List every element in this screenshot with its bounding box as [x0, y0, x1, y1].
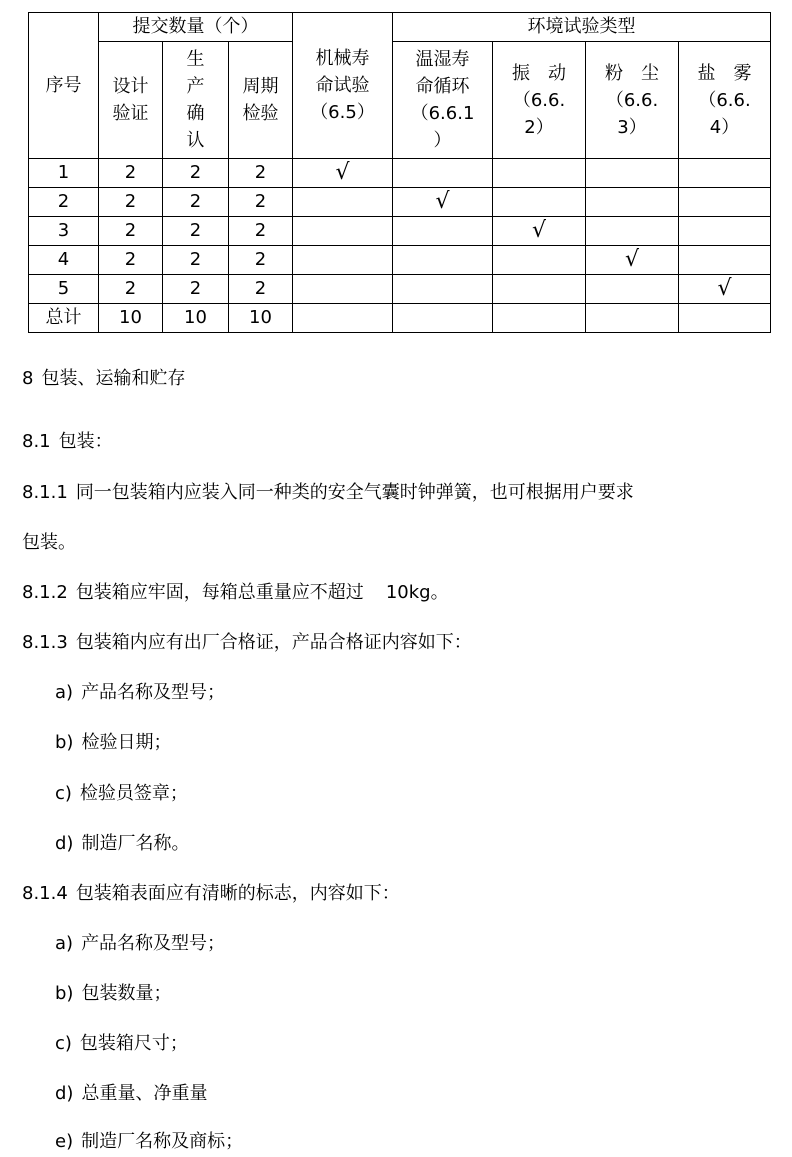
section-8-1-1: 8.1.1 同一包装箱内应装入同一种类的安全气囊时钟弹簧，也可根据用户要求	[22, 482, 634, 503]
cell-design: 2	[99, 275, 163, 304]
section-8-1-2: 8.1.2 包装箱应牢固，每箱总重量应不超过 10kg。	[22, 582, 449, 603]
header-salt-spray: 盐 雾 （6.6. 4）	[679, 42, 771, 159]
cell-seq: 2	[29, 188, 99, 217]
list-item: a) 产品名称及型号；	[55, 933, 226, 954]
cell-production: 2	[163, 159, 229, 188]
cell-seq: 1	[29, 159, 99, 188]
header-design-verify: 设计 验证	[99, 42, 163, 159]
cell-production: 2	[163, 217, 229, 246]
cell-dust-check: √	[586, 246, 679, 275]
cell-salt-check	[679, 188, 771, 217]
section-8-1-1-continued: 包装。	[22, 532, 76, 553]
cell-design: 2	[99, 159, 163, 188]
header-seq: 序号	[29, 13, 99, 159]
cell-humid-check	[393, 217, 493, 246]
cell-total-design: 10	[99, 304, 163, 333]
section-8-heading: 8 包装、运输和贮存	[22, 368, 186, 389]
list-item: d) 制造厂名称。	[55, 833, 190, 854]
header-periodic-inspect: 周期 检验	[229, 42, 293, 159]
cell-periodic: 2	[229, 275, 293, 304]
cell-salt-check	[679, 217, 771, 246]
list-item: c) 检验员签章；	[55, 783, 188, 804]
cell-vibration-check	[493, 246, 586, 275]
table-row	[29, 275, 771, 304]
cell-humid-check	[393, 159, 493, 188]
cell-empty	[679, 304, 771, 333]
list-item: e) 制造厂名称及商标；	[55, 1131, 244, 1152]
table-row	[29, 246, 771, 275]
test-quantity-table	[28, 12, 771, 333]
cell-mech-check	[293, 246, 393, 275]
cell-empty	[393, 304, 493, 333]
table-row	[29, 217, 771, 246]
cell-total-production: 10	[163, 304, 229, 333]
cell-production: 2	[163, 188, 229, 217]
cell-dust-check	[586, 275, 679, 304]
cell-empty	[586, 304, 679, 333]
cell-mech-check	[293, 217, 393, 246]
cell-salt-check	[679, 246, 771, 275]
header-dust: 粉 尘 （6.6. 3）	[586, 42, 679, 159]
header-humidity-cycle: 温湿寿 命循环 （6.6.1 ）	[393, 42, 493, 159]
section-8-1: 8.1 包装：	[22, 431, 113, 452]
cell-mech-check	[293, 188, 393, 217]
cell-humid-check	[393, 246, 493, 275]
list-item: b) 检验日期；	[55, 732, 172, 753]
header-vibration: 振 动 （6.6. 2）	[493, 42, 586, 159]
list-item: d) 总重量、净重量	[55, 1083, 208, 1104]
cell-humid-check: √	[393, 188, 493, 217]
section-8-1-4: 8.1.4 包装箱表面应有清晰的标志，内容如下：	[22, 883, 400, 904]
cell-salt-check	[679, 159, 771, 188]
cell-empty	[293, 304, 393, 333]
cell-vibration-check: √	[493, 217, 586, 246]
cell-humid-check	[393, 275, 493, 304]
header-submit-group: 提交数量（个）	[99, 13, 293, 42]
cell-design: 2	[99, 188, 163, 217]
cell-mech-check	[293, 275, 393, 304]
cell-seq: 3	[29, 217, 99, 246]
cell-periodic: 2	[229, 217, 293, 246]
cell-periodic: 2	[229, 246, 293, 275]
cell-dust-check	[586, 159, 679, 188]
cell-seq: 5	[29, 275, 99, 304]
cell-total-periodic: 10	[229, 304, 293, 333]
list-item: c) 包装箱尺寸；	[55, 1033, 188, 1054]
header-env-group: 环境试验类型	[393, 13, 771, 42]
cell-dust-check	[586, 188, 679, 217]
cell-design: 2	[99, 246, 163, 275]
cell-mech-check: √	[293, 159, 393, 188]
cell-production: 2	[163, 275, 229, 304]
cell-empty	[493, 304, 586, 333]
table-total-row	[29, 304, 771, 333]
cell-vibration-check	[493, 275, 586, 304]
section-8-1-3: 8.1.3 包装箱内应有出厂合格证，产品合格证内容如下：	[22, 632, 472, 653]
table-row	[29, 188, 771, 217]
cell-vibration-check	[493, 159, 586, 188]
header-production-confirm: 生 产 确 认	[163, 42, 229, 159]
cell-dust-check	[586, 217, 679, 246]
cell-seq: 4	[29, 246, 99, 275]
cell-salt-check: √	[679, 275, 771, 304]
table-row	[29, 159, 771, 188]
cell-periodic: 2	[229, 159, 293, 188]
cell-design: 2	[99, 217, 163, 246]
cell-total-label: 总计	[29, 304, 99, 333]
header-mech-life: 机械寿 命试验 （6.5）	[293, 13, 393, 159]
cell-vibration-check	[493, 188, 586, 217]
cell-production: 2	[163, 246, 229, 275]
list-item: a) 产品名称及型号；	[55, 682, 226, 703]
cell-periodic: 2	[229, 188, 293, 217]
list-item: b) 包装数量；	[55, 983, 172, 1004]
